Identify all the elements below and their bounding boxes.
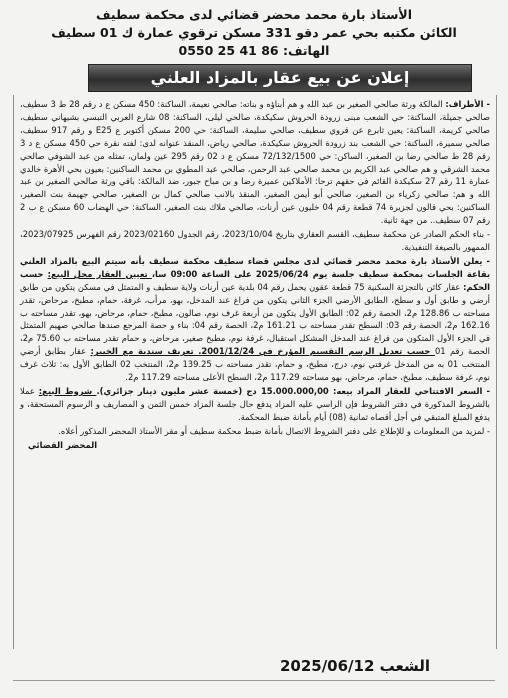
office-address-line: الكائن مكتبه بحي عمر دقو 331 مسكن ترقوي عمارة ك 01 سطيف — [51, 25, 457, 40]
price-paragraph — [20, 385, 490, 424]
phone-line: الهاتف: 86 41 25 0550 — [178, 43, 330, 58]
parties-text: المالكة ورثة صالحي الصغير بن عبد الله و هم أبناؤه و بناته: صالحي نعيمة، الساكنة: 450 مسكن ع د رقم 28 ط 3 سطيف، صالحي جميلة، الساكنة: حي الشعب مبنى زرودة الحروش سكيكدة، صالحي ليلى، الساكنة: 08 شارع العربي التبسي بشيهاني سطيف، صالحي كريمة، الساكنة: يعين ثابرع عن قروي سطيف، صالحي سليمة، الساكنة: حي 200 مسكن أكتوبر ع E25 و رقم 917 سطيف، صالحي سميرة، الساكنة: حي الشعب بند زرودة الحروش سكيكدة، صالحي رياض، المنقذ عنوانه لدى: لفته نقرة حي 450 مسكن ع د 3 رقم 28 ط صالحي رضا بن الصغير، الساكن: حي 72/132/1500 مسكن ع د 02 رقم 295 عين ولمان، تمثله من عبد الشوفي صالحي محمد الشرقي و هم صالحي عبد الكريم بن محمد صالحي عبد الرحمن، صالحي عبد المطوي بن محمد الساكنين: بعيون بحي الأهرة خالدي عمارة 11 رقم 27 سكيكدة القائم في حقهم ترحا: الأملاكين عميرة رضا و بن مباح جبور، ضد المالكة: باقي ورثة صالحي الصغير بن عبد الله و هم: صالحي زكرياء بن الصغير، صالحي أبو أيمن الصغير، المنقذ بالانب صالحي كمال بن الصغير، صالحي جهيمة بنت الصغير، الساكنين: بحي قالون لجزيرة 74 قطعة رقم 04 خليون عين أرنات، صالحي ملاك بنت الصغير، الساكنة: حي الهضاب 60 مسكن ع ب 2 رقم 07 سطيف.. من جهة ثانية. — [20, 99, 491, 226]
notice-title: إعلان عن بيع عقار بالمزاد العلني — [150, 68, 410, 87]
announcement-intro: - يعلن الأستاذ بارة محمد محضر قضائي لدى مجلس قضاء سطيف محكمة سطيف بأنه سيتم البيع بالمزاد العلني بقاعة الجلسات بمحكمة سطيف جلسة يوم 2025/06/24 على الساعة 09:00 سا، — [20, 255, 491, 279]
publication-date: 2025/06/12 — [279, 657, 375, 675]
newspaper-name: الشعب — [379, 657, 431, 675]
opening-price: - السعر الافتتاحي للعقار المراد بيعه: 15.000.000,00 دج (خمسة عشر مليون دينار جزائري). — [96, 385, 491, 396]
parties-paragraph — [20, 98, 490, 227]
property-label: تعيين العقار محل البيع: — [47, 268, 152, 279]
expert-description: عقار بطابق أرضي المنتخب 01 به من المدخل غرفتي نوم، درج، مطبخ، و حمام، تقدر مساحته ب 139.25 م2، المنتخب 02 الطابق الأول به: ثلاث غرف نوم، غرفة سطيف، مطبخ، حمام، مرحاض، بهو مساحته 117.29 م2، السطح الأعلى مساحته 117.29 م2. — [20, 346, 490, 383]
expert-label: تعريف سندية مع الخبير: — [90, 346, 199, 357]
footer-divider — [13, 680, 495, 681]
property-description: عقار كائن بالتجزئة السكنية 75 قطعة عقون يحمل رقم 04 بلدية عين أرنات ولاية سطيف و المتمثل في مسكن يتكون من طابق أرضي و طابق أول و سطح، الطابق الأرضي الجزء الثاني يتكون من فراغ عند المدخل، بهو، مرأب، غرفة، حمام، مطبخ، مرحاض، تقدر مساحته ب 128.86 م2، الحصة رقم 02: الطابق الأول يتكون من أربعة غرف نوم، صالون، مطبخ، حمام، مرحاض، بهو، تقدر مساحته ب 162.16 م2، الحصة رقم 03: السطح تقدر مساحته ب 161.21 م2، الحصة رقم 04: بناء و حصة المرجع صندها صالحي صهيم المتمثل في الجزء الأول المتكون من فراغ عند المدخل المشكل استقبال، غرفة نوم، مطبخ صغير، مرحاض، و حمام تقدر مساحته ب 75.60 م2، الحصة رقم 01 — [20, 281, 491, 357]
sale-conditions-label: شروط البيع: — [38, 385, 97, 396]
info-paragraph: - لمزيد من المعلومات و للإطلاع على دفتر الشروط الاتصال بأمانة ضبط محكمة سطيف أو مقر الأستاذ المحضر المذكور أعلاه. — [58, 425, 490, 436]
publication-footer — [250, 654, 460, 678]
per-judgment-label: حسب الحكم: — [20, 268, 490, 292]
signature: المحضر القضائي — [28, 439, 98, 450]
notice-title-banner — [88, 64, 472, 92]
judgment-paragraph: - بناء الحكم الصادر عن محكمة سطيف، القسم العقاري بتاريخ 2023/10/04، رقم الجدول 2023/02160 رقم الفهرس 2023/07925، الممهور بالصيغة التنفيذية. — [20, 229, 491, 252]
parties-label: - الأطراف: — [445, 99, 490, 109]
bailiff-name-line: الأستاذ بارة محمد محضر قضائي لدى محكمة سطيف — [95, 7, 413, 22]
sale-conditions-text: عملا بالشروط المذكورة في دفتر الشروط فإن الراسي عليه المزاد يدفع حال جلسة المزاد خمس الثمن و المصاريف و الرسوم المستحقة، و يدفع المبلغ المتبقي في أجل أقصاه ثمانية (08) أيام بأمانة ضبط المحكمة. — [20, 385, 490, 422]
notice-body — [13, 95, 497, 649]
announcement-paragraph — [20, 255, 490, 384]
notice-header — [10, 6, 498, 60]
division-reference: حسب تعديل الرسم التقسيم المؤرخ في 2001/12/24. — [198, 346, 435, 357]
